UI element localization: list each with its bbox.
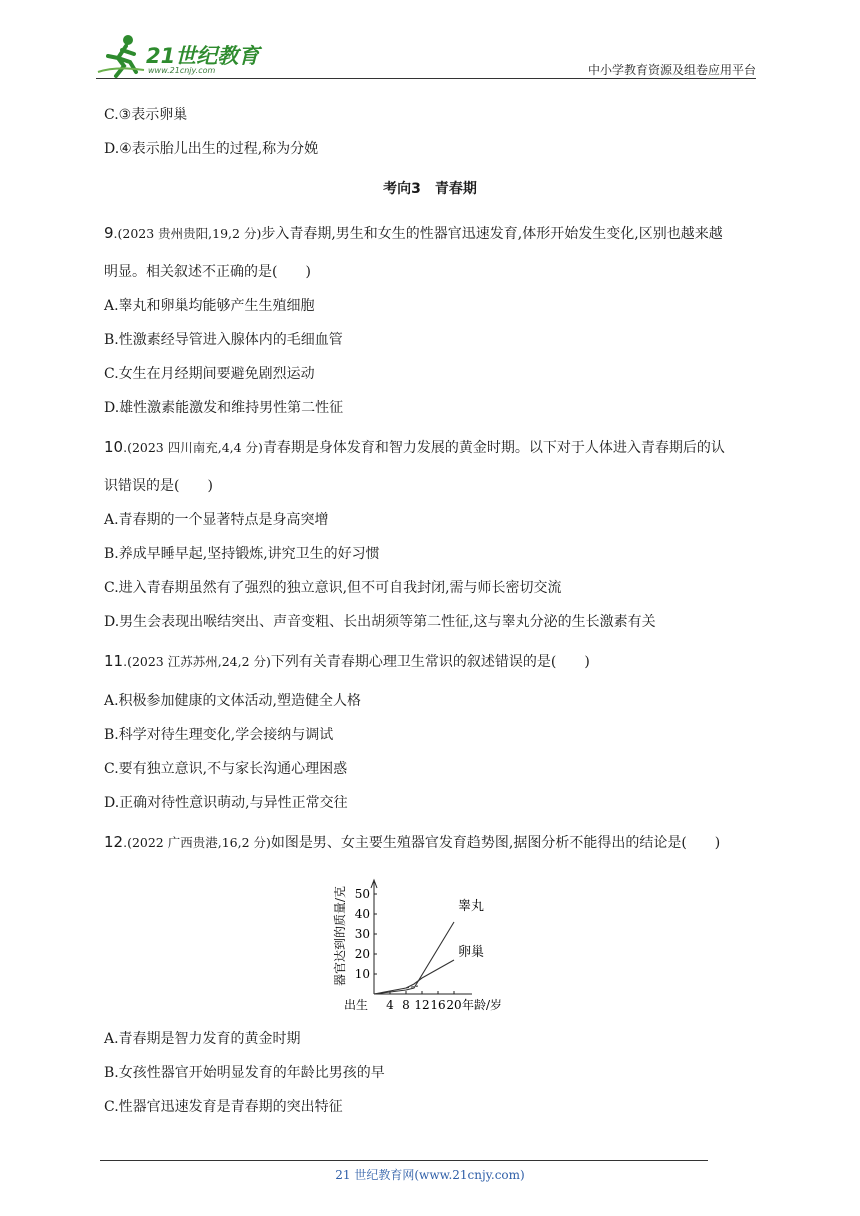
q11-source: .(2023 江苏苏州,24,2 分)	[123, 654, 271, 669]
q12-option-b: B.女孩性器官开始明显发育的年龄比男孩的早	[104, 1065, 385, 1081]
runner-logo-icon	[96, 32, 146, 78]
series-line-testis	[374, 922, 454, 994]
q10-source: .(2023 四川南充,4,4 分)	[123, 440, 263, 455]
q12-option-a: A.青春期是智力发育的黄金时期	[104, 1031, 301, 1047]
q12-stem-text: 如图是男、女主要生殖器官发育趋势图,据图分析不能得出的结论是( )	[270, 835, 721, 851]
header-divider	[96, 78, 756, 79]
platform-title: 中小学教育资源及组卷应用平台	[587, 63, 756, 77]
q11-stem-text: 下列有关青春期心理卫生常识的叙述错误的是( )	[270, 654, 590, 670]
y-tick-label: 20	[354, 947, 370, 961]
q9-option-b: B.性激素经导管进入腺体内的毛细血管	[104, 332, 343, 348]
q10-stem-text: 青春期是身体发育和智力发展的黄金时期。以下对于人体进入青春期后的认	[262, 440, 725, 456]
q9-source: .(2023 贵州贵阳,19,2 分)	[113, 226, 262, 241]
y-tick-label: 30	[354, 927, 370, 941]
y-axis-label: 器官达到的质量/克	[333, 885, 347, 987]
q11-number: 11	[104, 652, 124, 670]
q9-stem-text: 步入青春期,男生和女生的性器官迅速发育,体形开始发生变化,区别也越来越	[261, 226, 723, 242]
logo-url: www.21cnjy.com	[148, 66, 216, 75]
footer-divider	[100, 1160, 708, 1161]
q11-option-c: C.要有独立意识,不与家长沟通心理困惑	[104, 761, 348, 777]
x-tick-label: 8	[402, 998, 410, 1012]
series-label-ovary: 卵巢	[458, 945, 485, 960]
y-tick-label: 40	[354, 907, 370, 921]
q10-option-b: B.养成早睡早起,坚持锻炼,讲究卫生的好习惯	[104, 546, 380, 562]
section-title: 考向3 青春期	[383, 181, 477, 197]
x-tick-label: 4	[386, 998, 394, 1012]
q11-option-a: A.积极参加健康的文体活动,塑造健全人格	[104, 693, 362, 709]
q10-number: 10	[104, 438, 124, 456]
q10-option-d: D.男生会表现出喉结突出、声音变粗、长出胡须等第二性征,这与睾丸分泌的生长激素有关	[104, 614, 656, 630]
page-header	[96, 32, 756, 78]
q10-option-a: A.青春期的一个显著特点是身高突增	[104, 512, 329, 528]
q10-stem-line1	[104, 438, 725, 457]
logo-text: 21世纪教育	[146, 44, 260, 68]
x-origin-label: 出生	[343, 998, 368, 1012]
q11-stem-line1	[104, 652, 590, 671]
x-axis-label: 年龄/岁	[462, 998, 503, 1012]
q9-number: 9	[104, 224, 114, 242]
q12-number: 12	[104, 833, 124, 851]
prev-option-c: C.③表示卵巢	[104, 107, 188, 123]
y-tick-label: 10	[354, 967, 370, 981]
series-line-ovary	[374, 960, 454, 994]
x-tick-label: 20	[446, 998, 462, 1012]
q9-option-a: A.睾丸和卵巢均能够产生生殖细胞	[104, 298, 315, 314]
q9-stem-line2: 明显。相关叙述不正确的是( )	[104, 264, 311, 280]
q12-stem-line1	[104, 833, 720, 852]
x-tick-label: 12	[414, 998, 430, 1012]
series-label-testis: 睾丸	[458, 899, 485, 914]
q10-option-c: C.进入青春期虽然有了强烈的独立意识,但不可自我封闭,需与师长密切交流	[104, 580, 562, 596]
y-tick-label: 50	[354, 887, 370, 901]
q10-stem-line2: 识错误的是( )	[104, 478, 213, 494]
q11-option-b: B.科学对待生理变化,学会接纳与调试	[104, 727, 334, 743]
q9-stem-line1	[104, 224, 723, 243]
footer-link[interactable]: 21 世纪教育网(www.21cnjy.com)	[335, 1168, 525, 1182]
q9-option-d: D.雄性激素能激发和维持男性第二性征	[104, 400, 344, 416]
x-tick-label: 16	[430, 998, 446, 1012]
organ-development-chart	[320, 866, 540, 1016]
prev-option-d: D.④表示胎儿出生的过程,称为分娩	[104, 141, 319, 157]
logo	[96, 32, 266, 78]
q12-option-c: C.性器官迅速发育是青春期的突出特征	[104, 1099, 343, 1115]
q11-option-d: D.正确对待性意识萌动,与异性正常交往	[104, 795, 348, 811]
q9-option-c: C.女生在月经期间要避免剧烈运动	[104, 366, 315, 382]
q12-source: .(2022 广西贵港,16,2 分)	[123, 835, 271, 850]
